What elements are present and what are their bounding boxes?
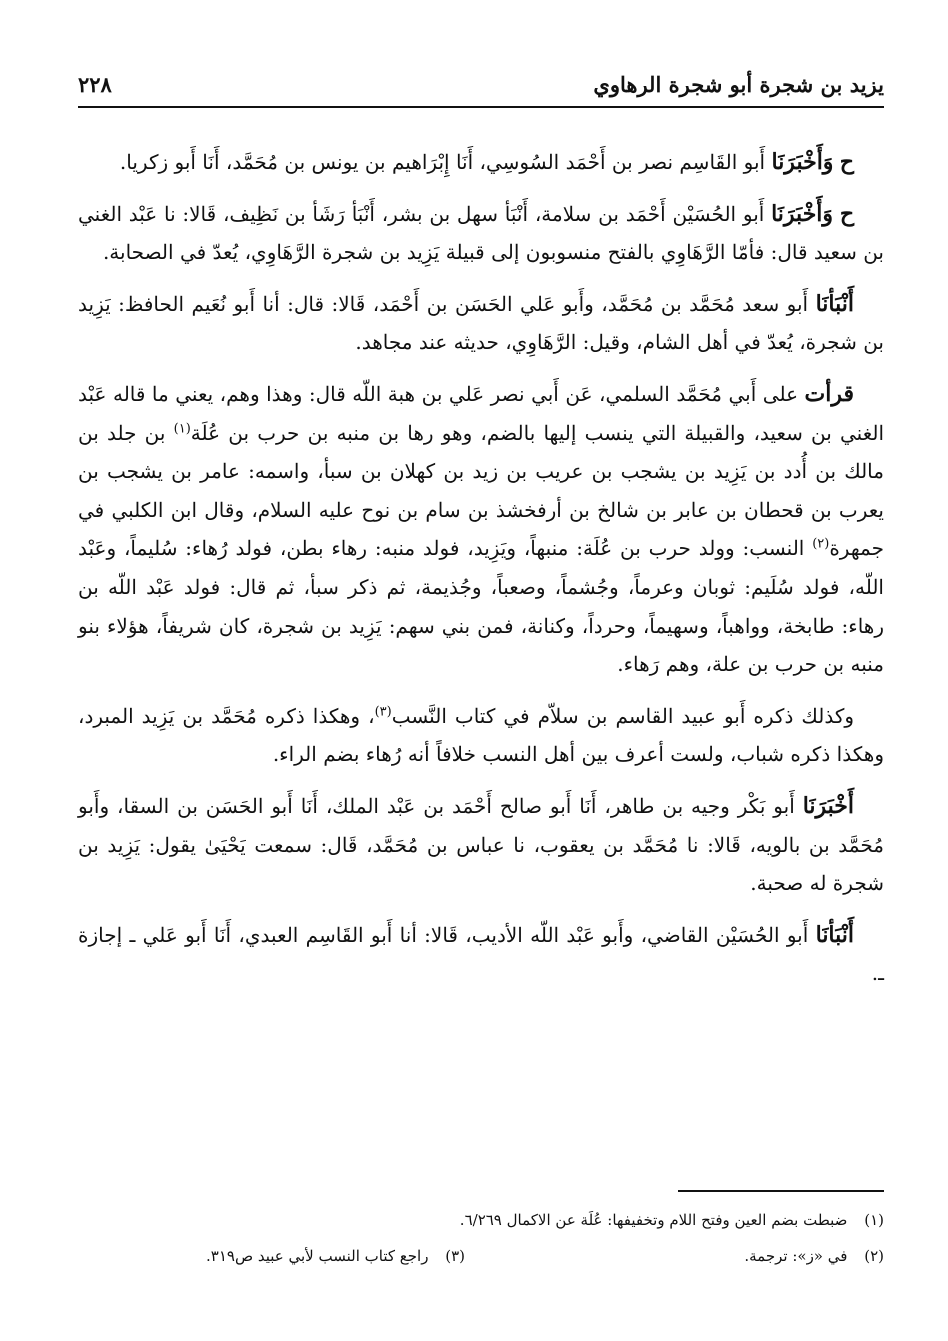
paragraph bbox=[78, 375, 884, 684]
page-number: ٢٢٨ bbox=[78, 72, 112, 97]
footnote-number: (١) bbox=[864, 1211, 884, 1229]
paragraph-keyword: وَأَخْبَرَنَا bbox=[771, 149, 834, 175]
paragraph bbox=[78, 143, 884, 182]
paragraph-keyword: أَنْبَأنَا bbox=[815, 290, 854, 317]
paragraph bbox=[78, 285, 884, 362]
paragraph-keyword: أَنْبَأنَا bbox=[815, 921, 855, 948]
paragraph bbox=[78, 787, 884, 903]
paragraph-text: أَبو سعد مُحَمَّد بن مُحَمَّد، وأَبو عَلي الحَسَن بن أَحْمَد، قَالا: قال: أنا أَبو نُعَيم الحافظ: يَزِيد بن شجرة، يُعدّ في أهل الشام، وقيل: الرَّهَاوِي، حديثه عند مجاهد. bbox=[78, 291, 884, 355]
paragraph-keyword: قرأت bbox=[804, 380, 854, 407]
footnote bbox=[78, 1202, 884, 1238]
paragraph-text: على أَبي مُحَمَّد السلمي، عَن أَبي نصر عَلي بن هبة اللّه قال: وهذا وهم، يعني ما قاله عَبْد الغني بن سعيد، والقبيلة التي ينسب إليها بالضم، وهو رها بن منبه بن حرب بن عُلَة bbox=[78, 381, 885, 445]
paragraph-text: ، وهكذا ذكره مُحَمَّد بن يَزِيد المبرد، وهكذا ذكره شباب، ولست أعرف بين أهل النسب خلافاً أنه رُهاء بضم الراء. bbox=[78, 703, 884, 767]
footnote-number: (٣) bbox=[445, 1247, 465, 1265]
main-text bbox=[78, 143, 884, 1006]
paragraph-text: وكذلك ذكره أَبو عبيد القاسم بن سلاّم في كتاب النَّسب bbox=[391, 703, 854, 728]
footnote-ref[interactable]: (٢) bbox=[812, 536, 830, 552]
paragraph-text: بن جلد بن مالك بن أُدد بن يَزِيد بن يشجب بن عريب بن زيد بن كهلان بن سبأ، واسمه: عامر بن يشجب بن يعرب بن قحطان بن عابر بن شالخ بن أرفخشذ بن سام بن نوح عليه السلام، وقال ابن الكلبي في جمهرة bbox=[78, 420, 884, 561]
transmission-marker: ح bbox=[839, 200, 855, 227]
running-title: يزيد بن شجرة أبو شجرة الرهاوي bbox=[593, 72, 884, 97]
footnote-text: راجع كتاب النسب لأبي عبيد ص٣١٩. bbox=[206, 1247, 429, 1265]
footnote-text: في «ز»: ترجمة. bbox=[744, 1247, 848, 1265]
paragraph-text: أَبو الحُسَيْن أَحْمَد بن سلامة، أَنْبَأ سهل بن بشر، أَنْبَأ رَشَأ بن نَظِيف، قَالا: نا عَبْد الغني بن سعيد قال: فأمّا الرَّهَاوِي بالفتح منسوبون إلى قبيلة يَزِيد بن شجرة الرَّهَاوِي، يُعدّ في الصحابة. bbox=[78, 201, 884, 265]
paragraph-text: أَبو بَكْر وجيه بن طاهر، أَنَا أَبو صالح أَحْمَد بن عَبْد الملك، أَنَا أَبو الحَسَن بن السقا، وأَبو مُحَمَّد بن بالويه، قَالا: نا مُحَمَّد بن يعقوب، نا عباس بن مُحَمَّد، قَال: سمعت يَحْيَىٰ يقول: يَزِيد بن شجرة له صحبة. bbox=[78, 793, 884, 896]
paragraph-keyword: أَخْبَرَنَا bbox=[802, 792, 855, 819]
paragraph bbox=[78, 916, 884, 993]
paragraph-text: النسب: وولد حرب بن عُلَة: منبهاً، ويَزِيد، فولد منبه: رهاء بطن، فولد رُهاء: سُليماً، وعَبْد اللّه، فولد سُلَيم: ثوبان وعرماً، وجُشماً، وصعباً، وجُذيمة، ثم ذكر سبأ، ثم قال: فولد عَبْد اللّه بن رهاء: طابخة، وواهباً، وسهيماً، وحرداً، وكنانة، فمن بني سهم: يَزِيد بن شجرة، كان شريفاً، هؤلاء بنو منبه بن حرب بن علة، وهم رَهاء. bbox=[78, 536, 884, 677]
transmission-marker: ح bbox=[839, 149, 854, 175]
footnote-text: ضبطت بضم العين وفتح اللام وتخفيفها: عُلَة عن الاكمال ٦/٢٦٩. bbox=[459, 1211, 848, 1229]
footnote bbox=[78, 1238, 884, 1274]
footnotes bbox=[78, 1202, 884, 1274]
paragraph-text: أَبو الحُسَيْن القاضي، وأَبو عَبْد اللّه الأديب، قَالا: أنا أَبو القَاسِم العبدي، أَنَا أَبو عَلي ـ إجازة ـ. bbox=[78, 922, 884, 986]
paragraph bbox=[78, 697, 884, 774]
footnote-ref[interactable]: (٣) bbox=[374, 704, 392, 720]
footnote-number: (٢) bbox=[864, 1247, 884, 1265]
footnote-ref[interactable]: (١) bbox=[173, 420, 191, 436]
footnote bbox=[206, 1238, 465, 1274]
paragraph-text: أَبو القَاسِم نصر بن أَحْمَد السُوسِي، أَنَا إِبْرَاهيم بن يونس بن مُحَمَّد، أَنَا أَبو زكريا. bbox=[119, 150, 766, 174]
paragraph bbox=[78, 195, 884, 272]
page-header bbox=[78, 66, 884, 108]
footnote-separator bbox=[678, 1190, 884, 1192]
paragraph-keyword: وَأَخْبَرَنَا bbox=[771, 200, 834, 227]
